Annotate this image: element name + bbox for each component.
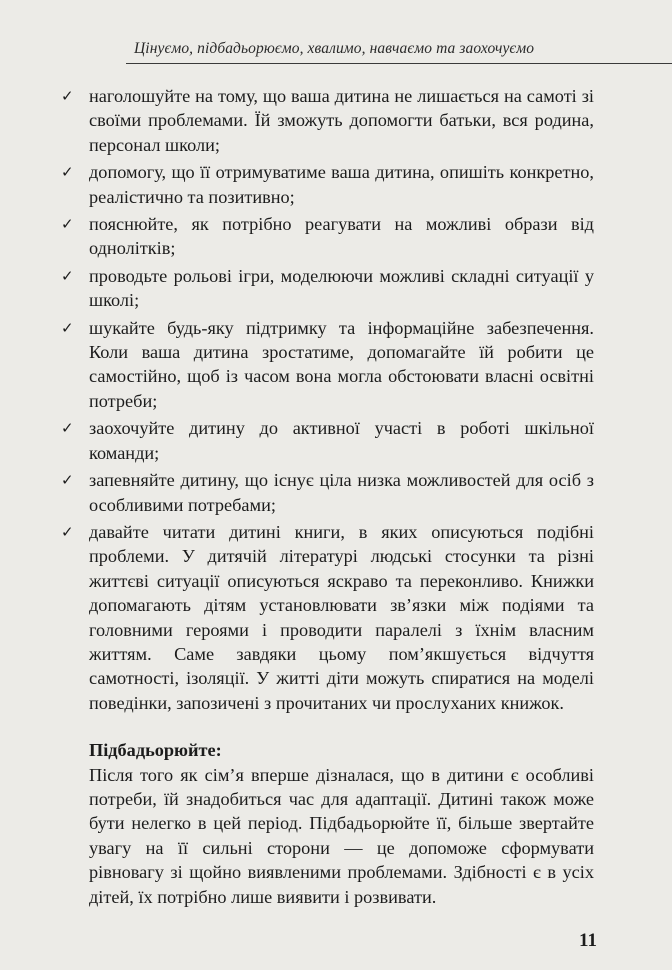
list-item-text: заохочуйте дитину до активної участі в роботі шкільної команди; [89, 418, 594, 463]
checkmark-icon: ✓ [61, 163, 74, 182]
header-divider [126, 63, 672, 64]
list-item-text: давайте читати дитині книги, в яких описуються подібні проблеми. У дитячій літературі людські стосунки та різні життєві ситуації описуються яскраво та переконливо. Книжки допомагають дітям установлювати зв’язки між подіями та головними героями і проводити паралелі з їхнім власним життям. Саме завдяки цьому пом’якшується відчуття самотності, ізоляції. У житті діти можуть спиратися на моделі поведінки, запозичені з прочитаних чи прослуханих книжок. [89, 521, 594, 713]
list-item [62, 520, 594, 715]
checkmark-icon: ✓ [61, 471, 74, 490]
section-heading: Підбадьорюйте: [89, 740, 222, 761]
section-paragraph: Після того як сім’я вперше дізналася, що в дитини є особливі потреби, їй знадобиться час для адаптації. Дитині також може бути нелегко в цей період. Підбадьорюйте її, більше звертайте увагу на її сильні сторони — це допоможе сформувати рівновагу зі щойно виявленими проблемами. Здібності є в усіх дітей, їх потрібно лише виявити і розвивати. [89, 764, 594, 907]
page-number: 11 [579, 930, 597, 951]
running-header: Цінуємо, підбадьорюємо, хвалимо, навчаємо та заохочуємо [134, 40, 535, 57]
list-item-text: наголошуйте на тому, що ваша дитина не лишається на самоті зі своїми проблемами. Їй зможуть допомогти батьки, вся родина, персонал школи; [89, 86, 594, 155]
list-item-text: запевняйте дитину, що існує ціла низка можливостей для осіб з особливими потребами; [89, 470, 594, 515]
list-item [62, 212, 594, 261]
checkmark-icon: ✓ [61, 318, 74, 337]
list-item [62, 468, 594, 517]
checkmark-icon: ✓ [61, 419, 74, 438]
list-item-text: пояснюйте, як потрібно реагувати на можливі образи від однолітків; [89, 214, 594, 259]
checkmark-icon: ✓ [61, 215, 74, 234]
list-item-text: проводьте рольові ігри, моделюючи можливі складні ситуації у школі; [89, 265, 594, 311]
checkmark-icon: ✓ [61, 266, 74, 285]
list-item [62, 84, 594, 157]
page-content [62, 84, 594, 909]
checkmark-icon: ✓ [61, 522, 74, 541]
checklist [62, 84, 594, 715]
list-item [62, 160, 594, 209]
list-item [62, 416, 594, 465]
list-item-text: шукайте будь-яку підтримку та інформаційне забезпечення. Коли ваша дитина зростатиме, допомагайте їй робити це самостійно, щоб із часом вона могла обстоювати власні освітні потреби; [89, 317, 594, 411]
list-item [62, 264, 594, 313]
list-item [62, 316, 594, 414]
list-item-text: допомогу, що її отримуватиме ваша дитина, опишіть конкретно, реалістично та позитивно; [89, 162, 594, 207]
checkmark-icon: ✓ [61, 87, 74, 105]
encourage-section [62, 738, 594, 909]
